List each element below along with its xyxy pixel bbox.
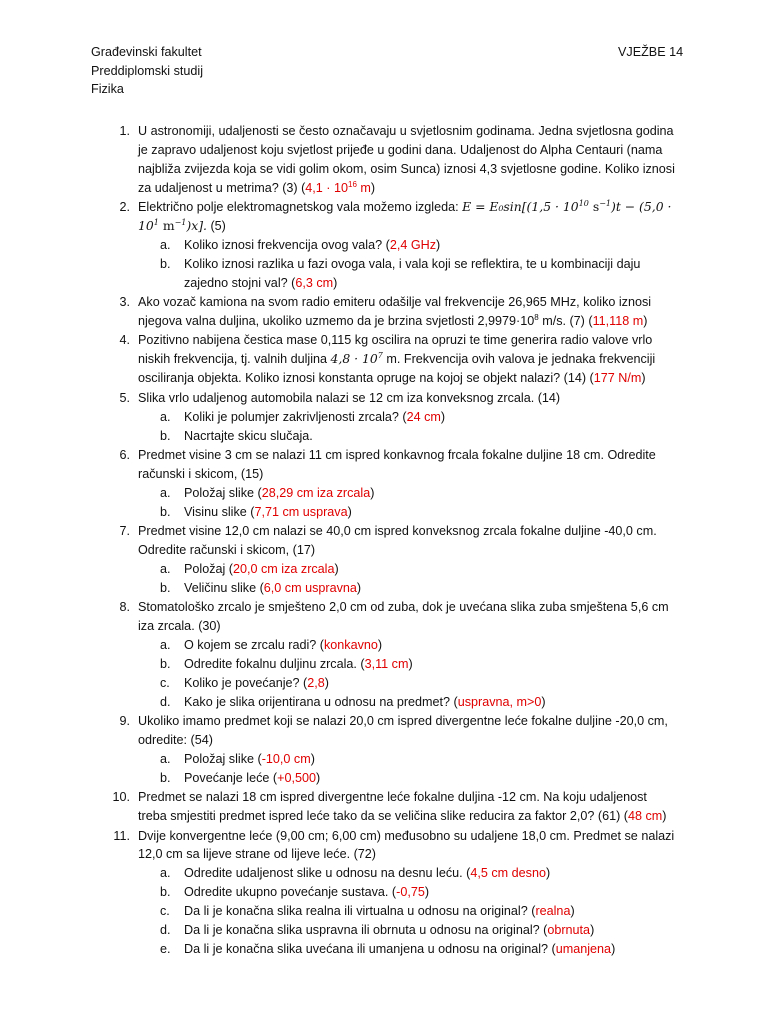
subquestion (138, 408, 676, 427)
problem-text: Pozitivno nabijena čestica mase 0,115 kg oscilira na opruzi te time generira radio valove vrlo niskih frekvencija, tj. valnih duljina (138, 333, 653, 367)
sub-text: Kako je slika orijentirana u odnosu na predmet? ( (184, 694, 458, 709)
problem-text: Predmet visine 3 cm se nalazi 11 cm ispred konkavnog frcala fokalne duljine 18 cm. Odredite računski i skicom, (15) (138, 447, 656, 481)
problem-7 (116, 522, 676, 598)
sub-text: Položaj slike ( (184, 485, 262, 500)
problem-text: Dvije konvergentne leće (9,00 cm; 6,00 cm) međusobno su udaljene 18,0 cm. Predmet se nalazi 12,0 cm sa lijeve strane od lijeve leće. (72) (138, 828, 675, 862)
sub-text: Položaj slike ( (184, 751, 262, 766)
close-paren: ) (324, 675, 329, 690)
close-paren: ) (370, 485, 375, 500)
sub-letter: e. (160, 941, 171, 956)
problem-text: Predmet se nalazi 18 cm ispred divergentne leće fokalne duljina -12 cm. Na koju udaljenost treba smjestiti predmet ispred leće tako da se veličina slike reducira za faktor 2,0? (61) ( (138, 790, 647, 824)
sub-letter: d. (160, 694, 171, 709)
sub-letter: b. (160, 256, 171, 271)
exponent: 8 (534, 313, 539, 323)
problem-number: 11. (113, 828, 130, 843)
subject-name: Fizika (91, 82, 124, 96)
close-paren: ) (570, 904, 575, 919)
sub-text: Odredite ukupno povećanje sustava. ( (184, 885, 397, 900)
close-paren: ) (310, 751, 315, 766)
formula-exponent: −1 (599, 199, 611, 209)
close-paren: ) (334, 561, 339, 576)
answer: 2,4 GHz (389, 237, 437, 252)
sub-letter: b. (160, 580, 171, 595)
answer: 6,0 cm uspravna (263, 580, 357, 595)
answer: 28,29 cm iza zrcala (261, 485, 371, 500)
sub-letter: a. (160, 409, 171, 424)
answer: +0,500 (277, 770, 316, 785)
answer: konkavno (323, 637, 378, 652)
problem-number: 2. (119, 200, 130, 215)
sub-text: Odredite udaljenost slike u odnosu na desnu leću. ( (184, 866, 471, 881)
problem-points: (5) (206, 219, 226, 234)
problem-11 (113, 827, 676, 959)
answer: 6,3 cm (295, 275, 334, 290)
problem-text-cont: m/s. (7) ( (538, 314, 593, 329)
answer: -10,0 cm (261, 751, 311, 766)
subquestion (138, 484, 676, 503)
answer: obrnuta (547, 923, 591, 938)
problem-text: Električno polje elektromagnetskog vala možemo izgleda: (138, 200, 463, 215)
close-paren: ) (662, 809, 667, 824)
answer: -0,75 (396, 885, 425, 900)
sub-letter: a. (160, 561, 171, 576)
subquestions (138, 750, 676, 788)
close-paren: ) (333, 275, 338, 290)
answer-exponent: 16 (348, 179, 357, 189)
problem-4 (116, 331, 676, 388)
subquestion (138, 560, 676, 579)
sub-letter: a. (160, 637, 171, 652)
subquestion (138, 674, 676, 693)
problem-10 (112, 788, 676, 826)
close-paren: ) (315, 770, 321, 785)
problem-number: 10. (112, 790, 130, 805)
subquestion (138, 902, 676, 921)
problem-9 (116, 712, 676, 788)
sub-text: Nacrtajte skicu slučaja. (184, 428, 313, 443)
sub-letter: d. (160, 923, 171, 938)
problem-text: Stomatološko zrcalo je smješteno 2,0 cm od zuba, dok je uvećana slika zuba smještena 5,6 cm iza zrcala. (30) (138, 600, 669, 634)
value-base: 4,8 · 10 (330, 351, 378, 367)
subquestion (138, 940, 676, 959)
answer: uspravna, m>0 (457, 694, 542, 709)
problem-text: Ako vozač kamiona na svom radio emiteru odašilje val frekvencije 26,965 MHz, koliko iznosi njegova valna duljina, ukoliko uzmemo da je brzina svjetlosti 2,9979·10 (138, 295, 652, 329)
sub-text: Odredite fokalnu duljinu zrcala. ( (184, 656, 365, 671)
subquestion (138, 503, 676, 522)
close-paren: ) (408, 656, 413, 671)
answer-unit: m (356, 180, 371, 195)
subquestion (138, 883, 676, 902)
close-paren: ) (541, 694, 546, 709)
problem-text: Slika vrlo udaljenog automobila nalazi se 12 cm iza konveksnog zrcala. (14) (138, 390, 561, 405)
sub-letter: a. (160, 751, 171, 766)
answer: 4,5 cm desno (470, 866, 546, 881)
subquestions (138, 636, 676, 712)
formula-part: )t − (5,0 · 10 (138, 199, 672, 234)
sub-letter: c. (160, 675, 170, 690)
problem-3 (116, 293, 676, 331)
sub-text: Veličinu slike ( (184, 580, 264, 595)
sub-text: Koliko je povećanje? ( (184, 675, 308, 690)
problem-number: 8. (119, 600, 130, 615)
answer (305, 181, 371, 195)
problem-5 (116, 389, 676, 446)
close-paren: ) (440, 409, 446, 424)
subquestions (138, 408, 676, 446)
answer: umanjena (555, 941, 612, 956)
exponent: 7 (377, 351, 383, 361)
subquestion (138, 655, 676, 674)
problem-2 (116, 198, 676, 293)
sub-text: Koliki je polumjer zakrivljenosti zrcala? ( (184, 409, 407, 424)
formula-exponent: 10 (578, 199, 589, 209)
sub-letter: a. (160, 866, 171, 881)
formula-exponent: −1 (174, 218, 187, 228)
problem-6 (116, 446, 676, 522)
document-header (91, 43, 203, 99)
answer: realna (535, 904, 571, 919)
problem-text-cont: m. Frekvencija ovih valova je jednaka frekvenciji osciliranja objekta. Koliko iznosi konstanta opruge na kojoj se objekt nalazi? (14) ( (138, 352, 656, 386)
sub-text: O kojem se zrcalu radi? ( (184, 637, 324, 652)
problem-text: Predmet visine 12,0 cm nalazi se 40,0 cm ispred konveksnog zrcala fokalne duljine -40,0 cm. Odredite računski i skicom, (17) (138, 524, 657, 557)
answer: 2,8 (307, 675, 325, 690)
close-paren: ) (370, 180, 376, 195)
sub-letter: b. (160, 770, 171, 785)
subquestion (138, 693, 676, 712)
subquestion (138, 427, 676, 446)
answer: 11,118 m (592, 314, 644, 329)
subquestions (138, 236, 676, 293)
sub-text: Visinu slike ( (184, 504, 255, 519)
formula-part: )x]. (186, 218, 207, 234)
close-paren: ) (611, 941, 616, 956)
answer: 48 cm (627, 809, 663, 824)
answer: 7,71 cm usprava (254, 504, 348, 519)
sub-letter: c. (160, 904, 170, 919)
sub-text: Povećanje leće ( (184, 770, 278, 785)
close-paren: ) (436, 237, 441, 252)
answer: 24 cm (406, 409, 441, 424)
answer-base: 4,1 · 10 (305, 180, 349, 195)
faculty-name: Građevinski fakultet (91, 45, 202, 59)
formula-part: m (158, 218, 175, 234)
answer: 177 N/m (593, 371, 642, 386)
sub-letter: a. (160, 485, 171, 500)
subquestion (138, 921, 676, 940)
sub-letter: a. (160, 237, 171, 252)
subquestions (138, 484, 676, 522)
close-paren: ) (590, 923, 595, 938)
sub-text: Da li je konačna slika uspravna ili obrnuta u odnosu na original? ( (184, 923, 548, 938)
problem-number: 5. (119, 390, 130, 405)
close-paren: ) (347, 504, 352, 519)
exercise-label: VJEŽBE 14 (618, 45, 684, 59)
problem-number: 6. (119, 447, 130, 462)
sub-letter: b. (160, 428, 171, 443)
sub-letter: b. (160, 504, 171, 519)
answer: 20,0 cm iza zrcala (233, 561, 335, 576)
subquestion (138, 750, 676, 769)
problem-number: 1. (119, 124, 130, 138)
sub-text: Koliko iznosi frekvencija ovog vala? ( (184, 237, 390, 252)
subquestion (138, 636, 676, 655)
sub-text: Koliko iznosi razlika u fazi ovoga vala, i vala koji se reflektira, te u kombinaciji daju zajedno stojni val? ( (184, 256, 641, 290)
problem-8 (116, 598, 676, 711)
sub-text: Da li je konačna slika uvećana ili umanjena u odnosu na original? ( (184, 941, 556, 956)
problem-1 (116, 122, 676, 198)
sub-text: Položaj ( (184, 561, 233, 576)
wavelength-value (331, 351, 383, 366)
sub-letter: b. (160, 656, 171, 671)
problem-text: Ukoliko imamo predmet koji se nalazi 20,0 cm ispred divergentne leće fokalne duljine -20,0 cm, odredite: (54) (138, 714, 668, 747)
formula-part: E = E₀sin[(1,5 · 10 (462, 199, 579, 215)
sub-text: Da li je konačna slika realna ili virtualna u odnosu na original? ( (184, 904, 536, 919)
formula-part: s (588, 199, 600, 215)
program-name: Preddiplomski studij (91, 63, 203, 78)
close-paren: ) (545, 866, 551, 881)
answer: 3,11 cm (364, 656, 409, 671)
subquestion (138, 864, 676, 883)
problem-list (112, 122, 676, 959)
close-paren: ) (643, 314, 648, 329)
subquestion (138, 236, 676, 255)
subquestion (138, 579, 676, 598)
sub-letter: b. (160, 885, 171, 900)
problem-number: 3. (119, 295, 130, 310)
problem-number: 9. (119, 714, 130, 729)
formula-exponent: 1 (153, 218, 159, 228)
problem-text: U astronomiji, udaljenosti se često označavaju u svjetlosnim godinama. Jedna svjetlosna godina je zapravo udaljenost koju svjetlost prijeđe u godini dana. Udaljenost do Alpha Centauri (nama najbliža zvijezda koja se vidi golim okom, osim Sunca) iznosi 4,3 svjetlosne godine. Koliko iznosi za udaljenost u metrima? (3) ( (138, 124, 675, 195)
close-paren: ) (356, 580, 362, 595)
problem-number: 4. (119, 333, 130, 348)
subquestions (138, 560, 676, 598)
problem-number: 7. (119, 524, 130, 539)
subquestion (138, 255, 676, 293)
close-paren: ) (641, 371, 646, 386)
close-paren: ) (377, 637, 383, 652)
close-paren: ) (424, 885, 430, 900)
subquestion (138, 769, 676, 788)
subquestions (138, 864, 676, 959)
